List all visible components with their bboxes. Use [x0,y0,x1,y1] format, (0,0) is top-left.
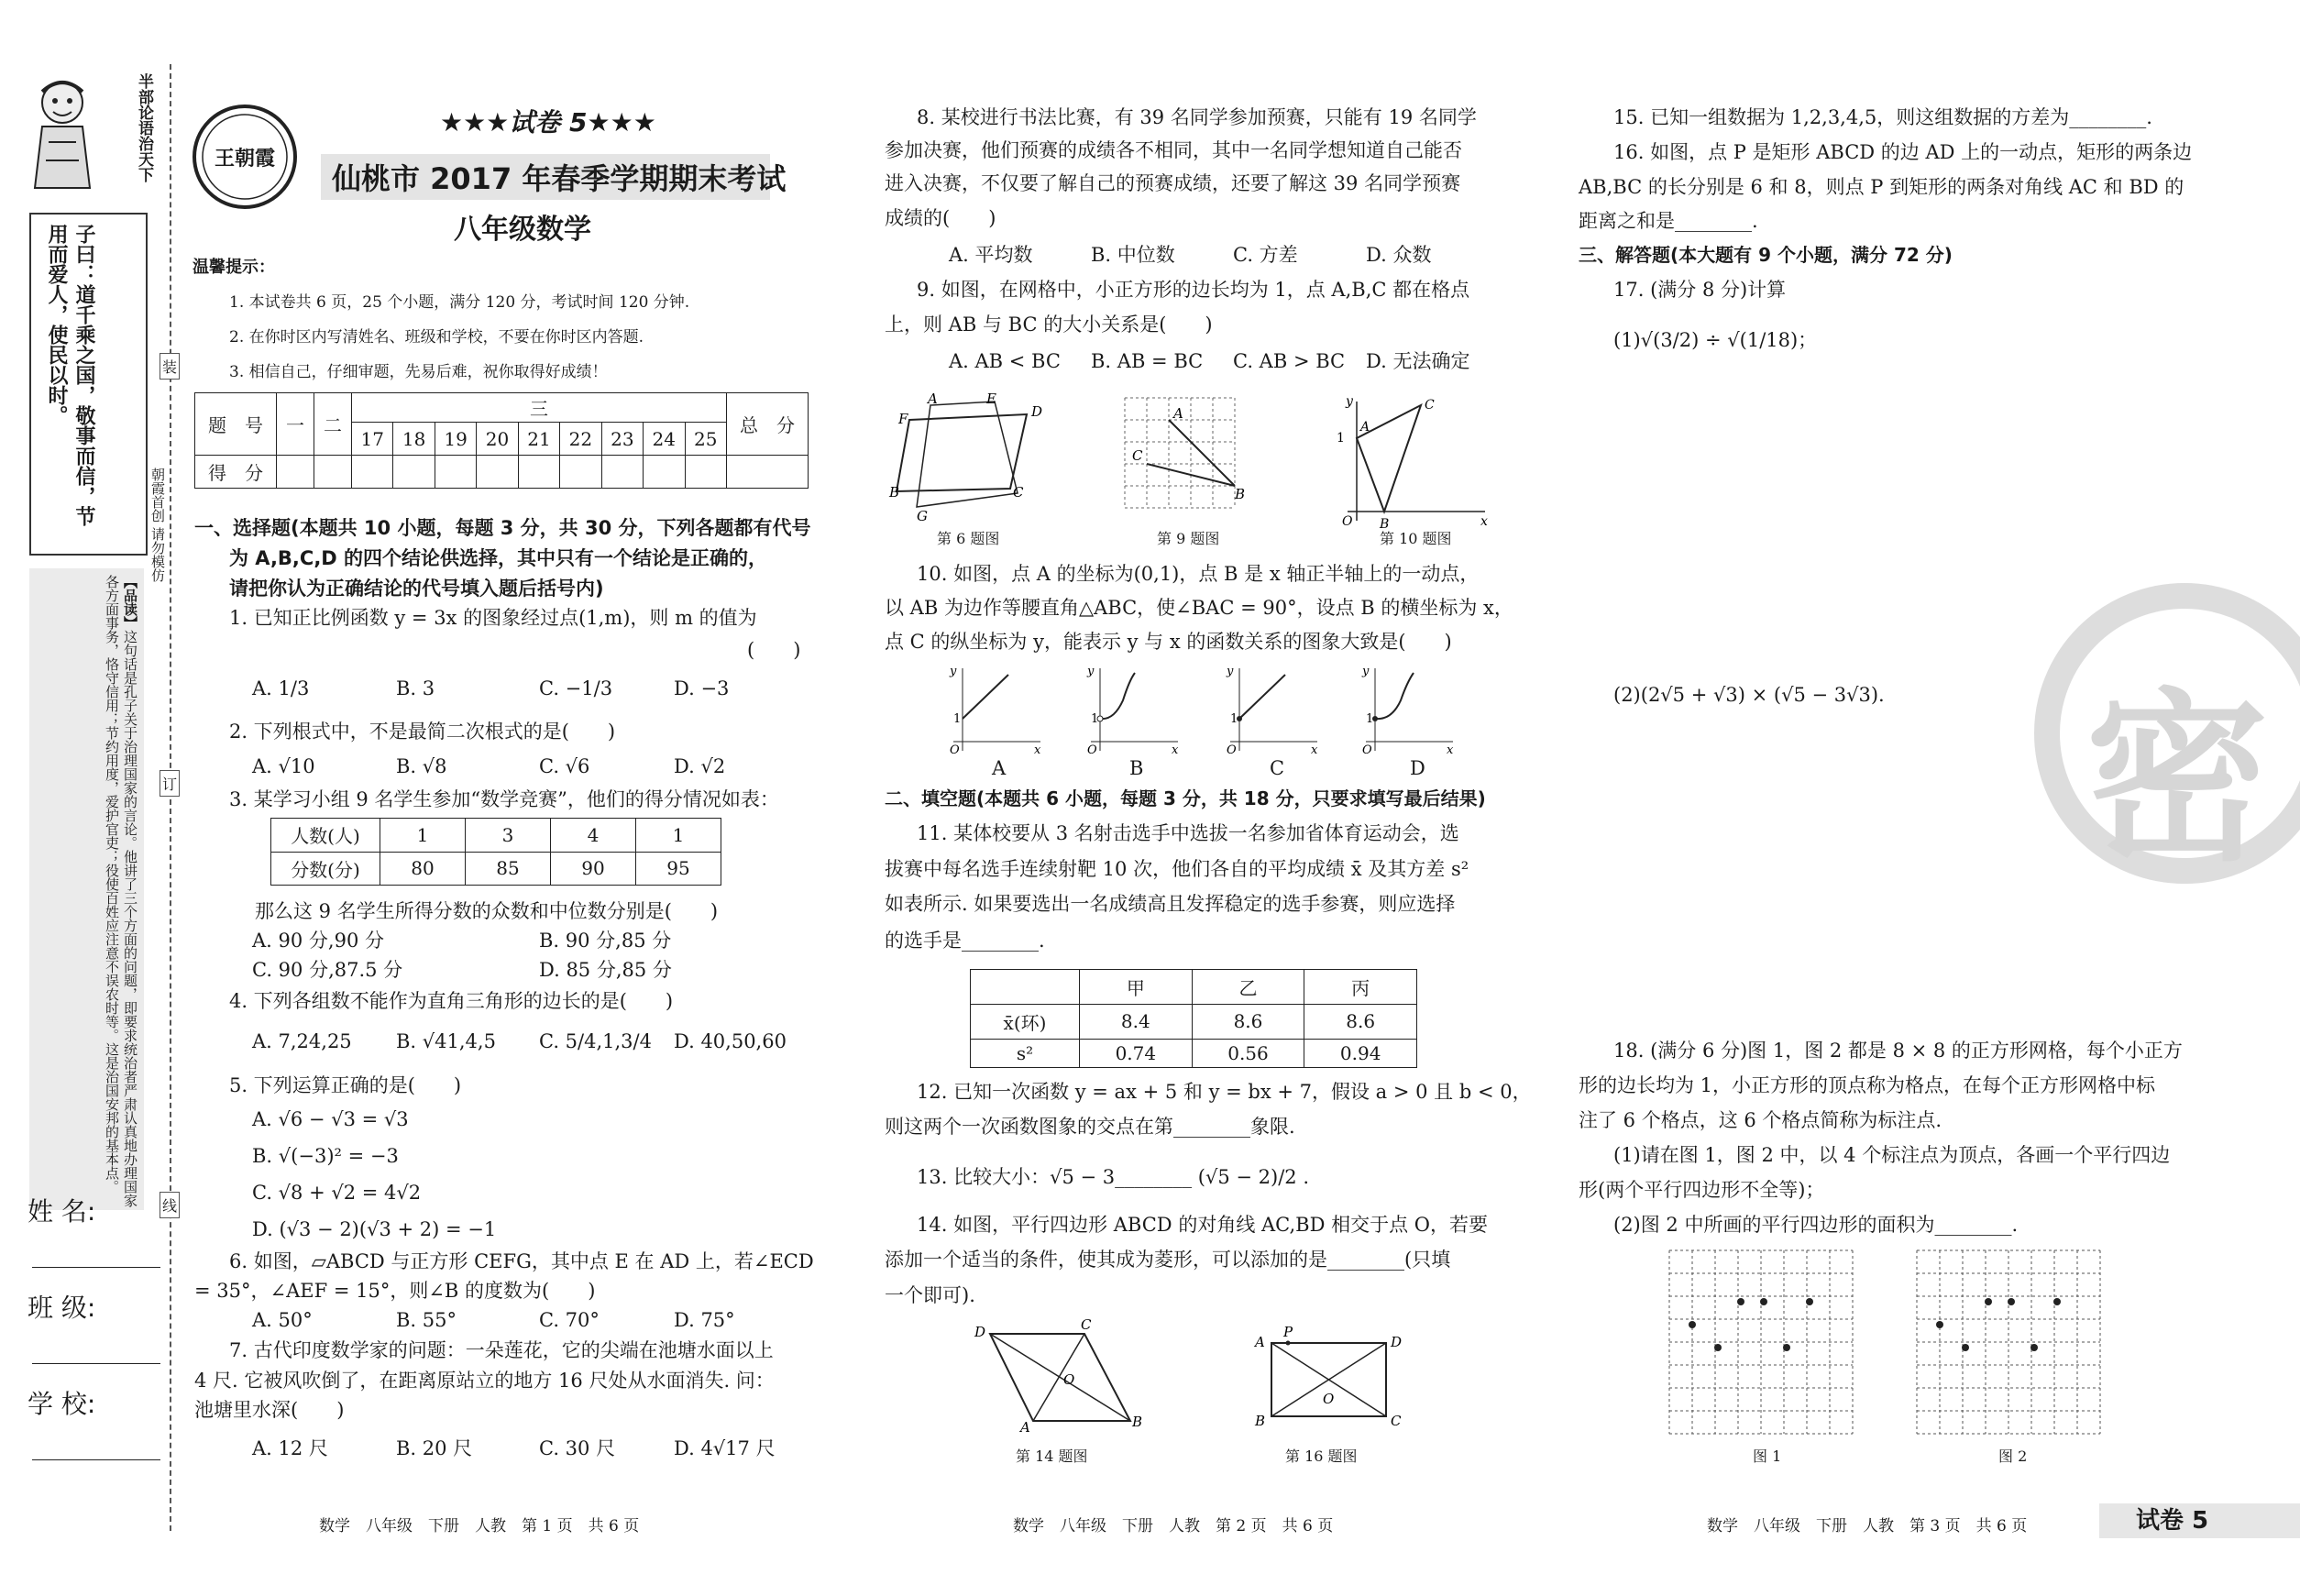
reading-label: 【品读】 [122,575,138,630]
q18-stem-l2: 形的边长均为 1，小正方形的顶点称为格点，在每个正方形网格中标 [1579,1074,2156,1096]
q11-stem-l4: 的选手是________. [885,930,1045,952]
q1-opt-d[interactable]: D. −3 [674,677,730,699]
q9-opt-b[interactable]: B. AB = BC [1091,350,1204,372]
q16-stem-l1: 16. 如图，点 P 是矩形 ABCD 的边 AD 上的一动点，矩形的两条边 [1613,141,2193,163]
q10-stem-l1: 10. 如图，点 A 的坐标为(0,1)，点 B 是 x 轴正半轴上的一动点， [917,563,1480,585]
svg-text:F: F [898,411,908,427]
q10-label-b: B [1129,757,1144,779]
q4-stem: 4. 下列各组数不能作为直角三角形的边长的是( ) [229,990,674,1012]
svg-text:A: A [1360,420,1370,435]
svg-text:D: D [974,1324,986,1340]
svg-text:y: y [1087,665,1095,678]
q1-opt-a[interactable]: A. 1/3 [252,677,310,699]
svg-text:1: 1 [1230,712,1238,726]
q3-opt-b[interactable]: B. 90 分,85 分 [539,930,672,952]
q14-stem-l3: 一个即可). [885,1284,975,1306]
q9-stem-l2: 上，则 AB 与 BC 的大小关系是( ) [885,314,1213,336]
q1-opt-c[interactable]: C. −1/3 [539,677,613,699]
q18-stem-l4: (1)请在图 1，图 2 中，以 4 个标注点为顶点，各画一个平行四边 [1613,1144,2171,1166]
mascot-icon [26,73,99,193]
q17-stem: 17. (满分 8 分)计算 [1613,279,1787,301]
cut-mark-1: 装 [160,353,180,380]
q8-stem-l3: 进入决赛，不仅要了解自己的预赛成绩，还要了解这 39 名同学预赛 [885,172,1461,194]
q3-opt-c[interactable]: C. 90 分,87.5 分 [252,959,403,981]
svg-text:B: B [889,484,900,501]
svg-text:C: C [1081,1316,1092,1333]
svg-text:B: B [1255,1413,1266,1429]
brand-text: 王朝霞 [214,148,275,171]
q18-stem-l1: 18. (满分 6 分)图 1，图 2 都是 8 × 8 的正方形网格，每个小正方 [1613,1040,2183,1062]
fig10-caption: 第 10 题图 [1380,530,1452,547]
grid-figure-1[interactable] [1664,1245,1864,1445]
brand-logo [191,103,299,211]
series-label: ★★★试卷 5★★★ [440,107,656,138]
score-table: 题 号 一 二 三 总 分 17 18 19 20 21 22 23 24 25 得 分 [194,392,809,489]
q5-stem: 5. 下列运算正确的是( ) [229,1074,462,1096]
tip-1: 1. 本试卷共 6 页，25 个小题，满分 120 分，考试时间 120 分钟. [229,293,690,312]
q3-opt-a[interactable]: A. 90 分,90 分 [252,930,384,952]
quote-text: 子曰：道千乘之国，敬事而信，节用而爱人，使民以时。 [45,224,95,526]
section-1-title-l2: 为 A,B,C,D 的四个结论供选择，其中只有一个结论是正确的， [229,547,768,569]
q7-opt-a[interactable]: A. 12 尺 [252,1437,328,1459]
fig6-caption: 第 6 题图 [937,530,1000,547]
seal-watermark: 密 [2085,673,2270,886]
figure-6 [889,392,1054,530]
figure-14 [967,1316,1150,1439]
q10-label-c: C [1270,757,1285,779]
q18-stem-l6: (2)图 2 中所画的平行四边形的面积为________. [1613,1214,2019,1236]
svg-text:O: O [1227,743,1237,757]
svg-text:B: B [1132,1414,1143,1430]
q9-opt-a[interactable]: A. AB < BC [949,350,1061,372]
svg-text:A: A [928,391,938,407]
section-1-title-l3: 请把你认为正确结论的代号填入题后括号内) [229,578,604,600]
q15-stem: 15. 已知一组数据为 1,2,3,4,5，则这组数据的方差为________. [1613,106,2152,128]
q11-stem-l1: 11. 某体校要从 3 名射击选手中选拔一名参加省体育运动会，选 [917,822,1459,844]
name-field[interactable] [32,1265,160,1268]
page-footer-3: 数学 八年级 下册 人教 第 3 页 共 6 页 [1707,1517,2028,1535]
svg-text:x: x [1172,743,1179,757]
q6-opt-d[interactable]: D. 75° [674,1309,735,1331]
svg-text:x: x [1480,514,1488,529]
q14-stem-l1: 14. 如图，平行四边形 ABCD 的对角线 AC,BD 相交于点 O，若要 [917,1214,1488,1236]
svg-text:1: 1 [1091,712,1099,726]
q6-stem-l1: 6. 如图，▱ABCD 与正方形 CEFG，其中点 E 在 AD 上，若∠ECD [229,1250,814,1272]
motto-small: 半部论语治天下 [135,73,153,182]
footer-badge: 试卷 5 [2136,1507,2209,1535]
q10-graph-c[interactable] [1221,664,1322,755]
q6-stem-l2: = 35°，∠AEF = 15°，则∠B 的度数为( ) [194,1280,596,1302]
q10-graph-d[interactable] [1357,664,1458,755]
figure-10 [1329,392,1494,530]
q17-part2: (2)(2√5 + √3) × (√5 − 3√3). [1613,684,1885,706]
q10-stem-l3: 点 C 的纵坐标为 y，能表示 y 与 x 的函数关系的图象大致是( ) [885,631,1452,653]
q7-opt-d[interactable]: D. 4√17 尺 [674,1437,776,1459]
q10-graph-a[interactable] [944,664,1045,755]
cut-mark-3: 线 [160,1192,180,1218]
q4-opt-d[interactable]: D. 40,50,60 [674,1030,787,1052]
q2-opt-d[interactable]: D. √2 [674,755,726,777]
q11-table: 甲 乙 丙 x̄(环) 8.4 8.6 8.6 s² 0.74 0.56 0.94 [970,969,1417,1068]
page-footer-2: 数学 八年级 下册 人教 第 2 页 共 6 页 [1013,1517,1334,1535]
score-cell[interactable] [277,456,314,489]
q1-opt-b[interactable]: B. 3 [396,677,435,699]
svg-text:1: 1 [1337,431,1345,446]
q10-stem-l2: 以 AB 为边作等腰直角△ABC，使∠BAC = 90°，设点 B 的横坐标为 x， [885,597,1513,619]
q2-opt-c[interactable]: C. √6 [539,755,590,777]
section-3-title: 三、解答题(本大题有 9 个小题，满分 72 分) [1579,244,1953,266]
q3-opt-d[interactable]: D. 85 分,85 分 [539,959,672,981]
svg-text:y: y [1346,394,1353,409]
q6-opt-a[interactable]: A. 50° [252,1309,313,1331]
q3-stem-b: 那么这 9 名学生所得分数的众数和中位数分别是( ) [255,900,719,922]
q3-stem: 3. 某学习小组 9 名学生参加“数学竞赛”，他们的得分情况如表： [229,788,779,810]
svg-text:G: G [917,508,928,524]
page-footer-1: 数学 八年级 下册 人教 第 1 页 共 6 页 [319,1517,640,1535]
q2-opt-b[interactable]: B. √8 [396,755,447,777]
q8-opt-d[interactable]: D. 众数 [1366,244,1432,266]
cut-mark-2: 订 [160,770,180,797]
q3-table: 人数(人) 1 3 4 1 分数(分) 80 85 90 95 [270,818,721,886]
q18-stem-l3: 注了 6 个格点，这 6 个格点简称为标注点. [1579,1109,1942,1131]
q7-opt-c[interactable]: C. 30 尺 [539,1437,616,1459]
svg-text:A: A [1173,405,1183,422]
school-label: 学 校: [28,1389,96,1419]
section-2-title: 二、填空题(本题共 6 小题，每题 3 分，共 18 分，只要求填写最后结果) [885,787,1486,809]
q4-opt-c[interactable]: C. 5/4,1,3/4 [539,1030,652,1052]
svg-text:O: O [1063,1371,1075,1388]
q17-part1: (1)√(3/2) ÷ √(1/18)； [1613,329,1818,351]
tip-3: 3. 相信自己，仔细审题，先易后难，祝你取得好成绩！ [229,363,608,381]
q2-stem: 2. 下列根式中，不是最简二次根式的是( ) [229,721,616,743]
q4-opt-b[interactable]: B. √41,4,5 [396,1030,496,1052]
q12-stem-l1: 12. 已知一次函数 y = ax + 5 和 y = bx + 7，假设 a > 0 且 b < 0， [917,1081,1532,1103]
score-th-label: 题 号 [195,393,277,456]
svg-text:C: C [1132,447,1143,464]
svg-text:B: B [1235,486,1246,502]
q1-stem: 1. 已知正比例函数 y = 3x 的图象经过点(1,m)，则 m 的值为 [229,607,757,629]
svg-text:O: O [1323,1391,1335,1407]
q7-opt-b[interactable]: B. 20 尺 [396,1437,473,1459]
svg-text:y: y [950,665,957,678]
grid-caption-2: 图 2 [1998,1447,2028,1465]
q13-stem: 13. 比较大小：√5 − 3________ (√5 − 2)/2 . [917,1166,1310,1188]
q1-blank[interactable]: ( ) [747,639,801,661]
q8-opt-b[interactable]: B. 中位数 [1091,244,1175,266]
q10-label-a: A [992,757,1007,779]
section-1-title-l1: 一、选择题(本题共 10 小题，每题 3 分，共 30 分，下列各题都有代号 [194,517,811,539]
grid-caption-1: 图 1 [1753,1447,1782,1465]
q5-opt-b[interactable]: B. √(−3)² = −3 [252,1145,399,1167]
q8-opt-c[interactable]: C. 方差 [1233,244,1298,266]
svg-text:x: x [1034,743,1041,757]
svg-text:1: 1 [1366,712,1374,726]
q16-stem-l3: 距离之和是________. [1579,210,1758,232]
q16-stem-l2: AB,BC 的长分别是 6 和 8，则点 P 到矩形的两条对角线 AC 和 BD 的 [1579,176,2184,198]
q6-opt-c[interactable]: C. 70° [539,1309,600,1331]
tips-title: 温馨提示： [193,258,275,277]
svg-text:O: O [1362,743,1372,757]
svg-text:O: O [950,743,960,757]
fig9-caption: 第 9 题图 [1157,530,1220,547]
svg-text:x: x [1311,743,1318,757]
svg-text:A: A [1020,1419,1030,1436]
fig16-caption: 第 16 题图 [1285,1447,1358,1465]
q12-stem-l2: 则这两个一次函数图象的交点在第________象限. [885,1116,1295,1138]
exam-subtitle: 八年级数学 [454,214,591,246]
q2-opt-a[interactable]: A. √10 [252,755,315,777]
q10-label-d: D [1410,757,1425,779]
svg-text:C: C [1391,1413,1402,1429]
q8-stem-l2: 参加决赛，他们预赛的成绩各不相同，其中一名同学想知道自己能否 [885,139,1462,161]
svg-text:x: x [1447,743,1454,757]
q6-opt-b[interactable]: B. 55° [396,1309,457,1331]
q8-stem-l4: 成绩的( ) [885,207,996,229]
svg-text:E: E [986,391,996,407]
svg-text:A: A [1255,1334,1265,1350]
q10-graph-b[interactable] [1082,664,1183,755]
svg-text:1: 1 [953,712,962,726]
q8-stem-l1: 8. 某校进行书法比赛，有 39 名同学参加预赛，只能有 19 名同学 [917,106,1477,128]
q4-opt-a[interactable]: A. 7,24,25 [252,1030,352,1052]
q8-opt-a[interactable]: A. 平均数 [949,244,1033,266]
class-label: 班 级: [28,1293,96,1323]
q11-stem-l2: 拔赛中每名选手连续射靶 10 次，他们各自的平均成绩 x̄ 及其方差 s² [885,858,1469,880]
svg-text:P: P [1283,1324,1293,1340]
svg-text:D: D [1031,403,1043,420]
svg-text:C: C [1013,484,1024,501]
school-field[interactable] [32,1458,160,1460]
sidebar [20,66,158,1207]
svg-text:C: C [1425,398,1435,413]
svg-text:O: O [1342,514,1353,529]
q9-opt-d[interactable]: D. 无法确定 [1366,350,1470,372]
name-label: 姓 名: [28,1196,96,1227]
svg-text:D: D [1391,1334,1403,1350]
figure-16 [1251,1325,1407,1439]
q7-stem-l1: 7. 古代印度数学家的问题：一朵莲花，它的尖端在池塘水面以上 [229,1339,774,1361]
q11-stem-l3: 如表所示. 如果要选出一名成绩高且发挥稳定的选手参赛，则应选择 [885,893,1456,915]
svg-text:B: B [1380,517,1390,532]
tip-2: 2. 在你时区内写清姓名、班级和学校，不要在你时区内答题. [229,328,644,347]
q18-stem-l5: 形(两个平行四边形不全等)； [1579,1179,1825,1201]
q5-opt-a[interactable]: A. √6 − √3 = √3 [252,1108,409,1130]
figure-9 [1123,396,1246,515]
cut-line [170,64,171,1531]
quote-box [29,213,148,556]
brand-notice: 朝霞首创 请勿模仿 [149,468,166,582]
fig14-caption: 第 14 题图 [1016,1447,1088,1465]
reading-text: 【品读】这句话是孔子关于治理国家的言论。他讲了三个方面的问题，即要求统治者严肃认真地办理国家各方面事务，恪守信用；节约用度，爱护官吏；役使百姓应注意不误农时等。这是治国安邦的基本点。 [104,575,138,1207]
q5-opt-c[interactable]: C. √8 + √2 = 4√2 [252,1182,422,1204]
q7-stem-l3: 池塘里水深( ) [194,1399,345,1421]
q9-opt-c[interactable]: C. AB > BC [1233,350,1346,372]
q5-opt-d[interactable]: D. (√3 − 2)(√3 + 2) = −1 [252,1218,497,1240]
q9-stem-l1: 9. 如图，在网格中，小正方形的边长均为 1，点 A,B,C 都在格点 [917,279,1470,301]
svg-text:O: O [1087,743,1097,757]
class-field[interactable] [32,1361,160,1364]
q7-stem-l2: 4 尺. 它被风吹倒了，在距离原站立的地方 16 尺处从水面消失. 问： [194,1370,775,1392]
exam-title: 仙桃市 2017 年春季学期期末考试 [332,161,787,196]
grid-figure-2[interactable] [1911,1245,2111,1445]
q14-stem-l2: 添加一个适当的条件，使其成为菱形，可以添加的是________(只填 [885,1249,1451,1271]
svg-text:y: y [1227,665,1234,678]
svg-text:y: y [1362,665,1370,678]
